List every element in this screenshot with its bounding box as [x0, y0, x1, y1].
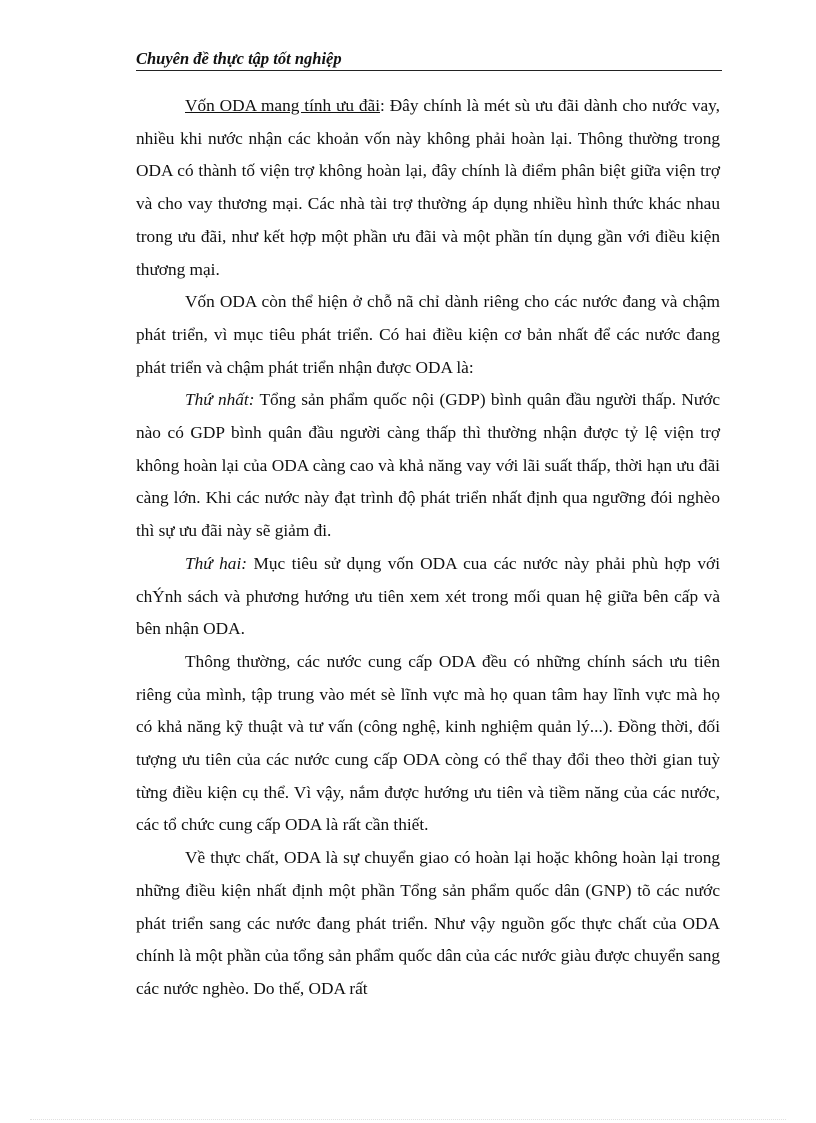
paragraph-text: Về thực chất, ODA là sự chuyển giao có hoàn lại hoặc không hoàn lại trong những điều kiện nhất định một phần Tổng sản phẩm quốc dân (GNP) tõ các nước phát triển sang các nước đang phát triển. Như vậy nguồn gốc thực chất của ODA chính là một phần của tổng sản phẩm quốc dân của các nước giàu được chuyển sang các nước nghèo. Do thế, ODA rất: [136, 848, 720, 998]
paragraph-lead-underlined: Vốn ODA mang tính ưu đãi: [185, 96, 381, 115]
paragraph-oda-developing-countries: [136, 286, 720, 384]
paragraph-text: Thông thường, các nước cung cấp ODA đều có những chính sách ưu tiên riêng của mình, tập trung vào mét sè lĩnh vực mà họ quan tâm hay lĩnh vực mà họ có khả năng kỹ thuật và tư vấn (công nghệ, kinh nghiệm quản lý...). Đồng thời, đối tượng ưu tiên của các nước cung cấp ODA còng có thể thay đổi theo thời gian tuỳ từng điều kiện cụ thể. Vì vậy, nắm được hướng ưu tiên và tiềm năng của các nước, các tổ chức cung cấp ODA là rất cần thiết.: [136, 651, 720, 835]
paragraph-condition-second: [136, 548, 720, 646]
paragraph-text: Tổng sản phẩm quốc nội (GDP) bình quân đầu người thấp. Nước nào có GDP bình quân đầu người càng thấp thì thường nhận được tỷ lệ viện trợ không hoàn lại của ODA càng cao và khả năng vay với lãi suất thấp, thời hạn ưu đãi càng lớn. Khi các nước này đạt trình độ phát triển nhất định qua ngưỡng đói nghèo thì sự ưu đãi này sẽ giảm đi.: [136, 390, 720, 541]
paragraph-lead-italic: Thứ hai:: [185, 553, 248, 573]
page-header: [136, 48, 722, 71]
footer-dotted-line: [30, 1119, 786, 1120]
paragraph-oda-nature: [136, 842, 720, 1006]
paragraph-text: Mục tiêu sử dụng vốn ODA cua các nước này phải phù hợp với chÝnh sách và phương hướng ưu tiên xem xét trong mối quan hệ giữa bên cấp và bên nhận ODA.: [136, 553, 720, 639]
header-title: Chuyên đề thực tập tốt nghiệp: [136, 49, 342, 68]
document-body: [136, 90, 720, 1006]
paragraph-lead-italic: Thứ nhất:: [185, 390, 255, 410]
paragraph-text: Vốn ODA còn thể hiện ở chỗ nã chỉ dành riêng cho các nước đang và chậm phát triển, vì mục tiêu phát triển. Có hai điều kiện cơ bản nhất để các nước đang phát triển và chậm phát triển nhận được ODA là:: [136, 292, 720, 377]
paragraph-condition-first: [136, 384, 720, 548]
paragraph-donor-priorities: [136, 646, 720, 842]
paragraph-text: : Đây chính là mét sù ưu đãi dành cho nước vay, nhiều khi nước nhận các khoản vốn này không phải hoàn lại. Thông thường trong ODA có thành tố viện trợ không hoàn lại, đây chính là điểm phân biệt giữa viện trợ và cho vay thương mại. Các nhà tài trợ thường áp dụng nhiều hình thức khác nhau trong ưu đãi, như kết hợp một phần ưu đãi và một phần tín dụng gần với điều kiện thương mại.: [136, 96, 720, 279]
paragraph-oda-preferential: [136, 90, 720, 286]
